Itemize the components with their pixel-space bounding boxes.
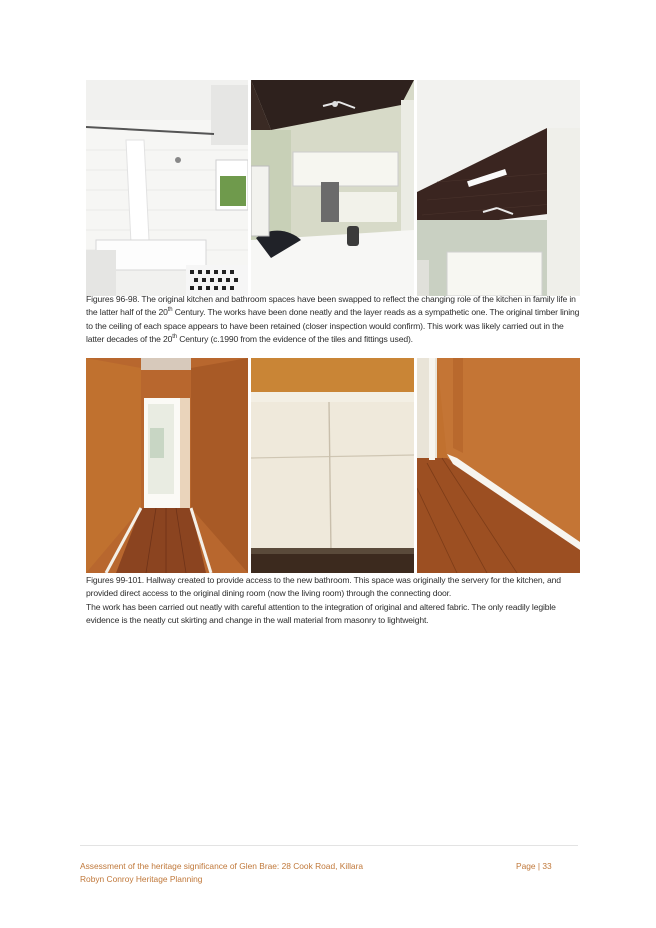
caption-text: Figures 96-98. The original kitchen and bathroom spaces have been swapped to reflect the changing role of the kitchen in family life in the latter half of the 20 bbox=[86, 294, 576, 318]
hallway-photo bbox=[86, 358, 248, 573]
caption-paragraph: The work has been carried out neatly with careful attention to the integration of original and altered fabric. The only readily legible evidence is the neatly cut skirting and change in the wall material from masonry to lightweight. bbox=[86, 601, 556, 626]
footer-page-number: Page | 33 bbox=[516, 861, 552, 871]
caption-text: Century. The works have been done neatly and the layer reads as a sympathetic one. The original timber lining to the ceiling of each space appears to have been retained (closer inspection would confirm). This work was likely carried out in the latter decades of the 20 bbox=[86, 307, 580, 345]
superscript: th bbox=[172, 334, 177, 341]
superscript: th bbox=[167, 307, 173, 314]
wall-skirting-photo bbox=[417, 358, 580, 573]
kitchen-ceiling-photo bbox=[417, 80, 580, 296]
caption-figures-99-101 bbox=[86, 574, 581, 628]
caption-paragraph: Figures 99-101. Hallway created to provide access to the new bathroom. This space was originally the servery for the kitchen, and provided direct access to the original dining room (now the living room) through the connecting door. bbox=[86, 575, 561, 599]
footer-left bbox=[80, 860, 363, 886]
footer-author: Robyn Conroy Heritage Planning bbox=[80, 874, 203, 884]
caption-text: Century (c.1990 from the evidence of the tiles and fittings used). bbox=[176, 334, 413, 345]
bathroom-photo bbox=[86, 80, 248, 296]
footer-document-title: Assessment of the heritage significance of Glen Brae: 28 Cook Road, Killara bbox=[80, 861, 364, 871]
caption-figures-96-98 bbox=[86, 293, 581, 347]
kitchen-photo bbox=[251, 80, 414, 296]
skirting-detail-photo bbox=[251, 358, 414, 573]
footer-divider bbox=[80, 845, 578, 846]
